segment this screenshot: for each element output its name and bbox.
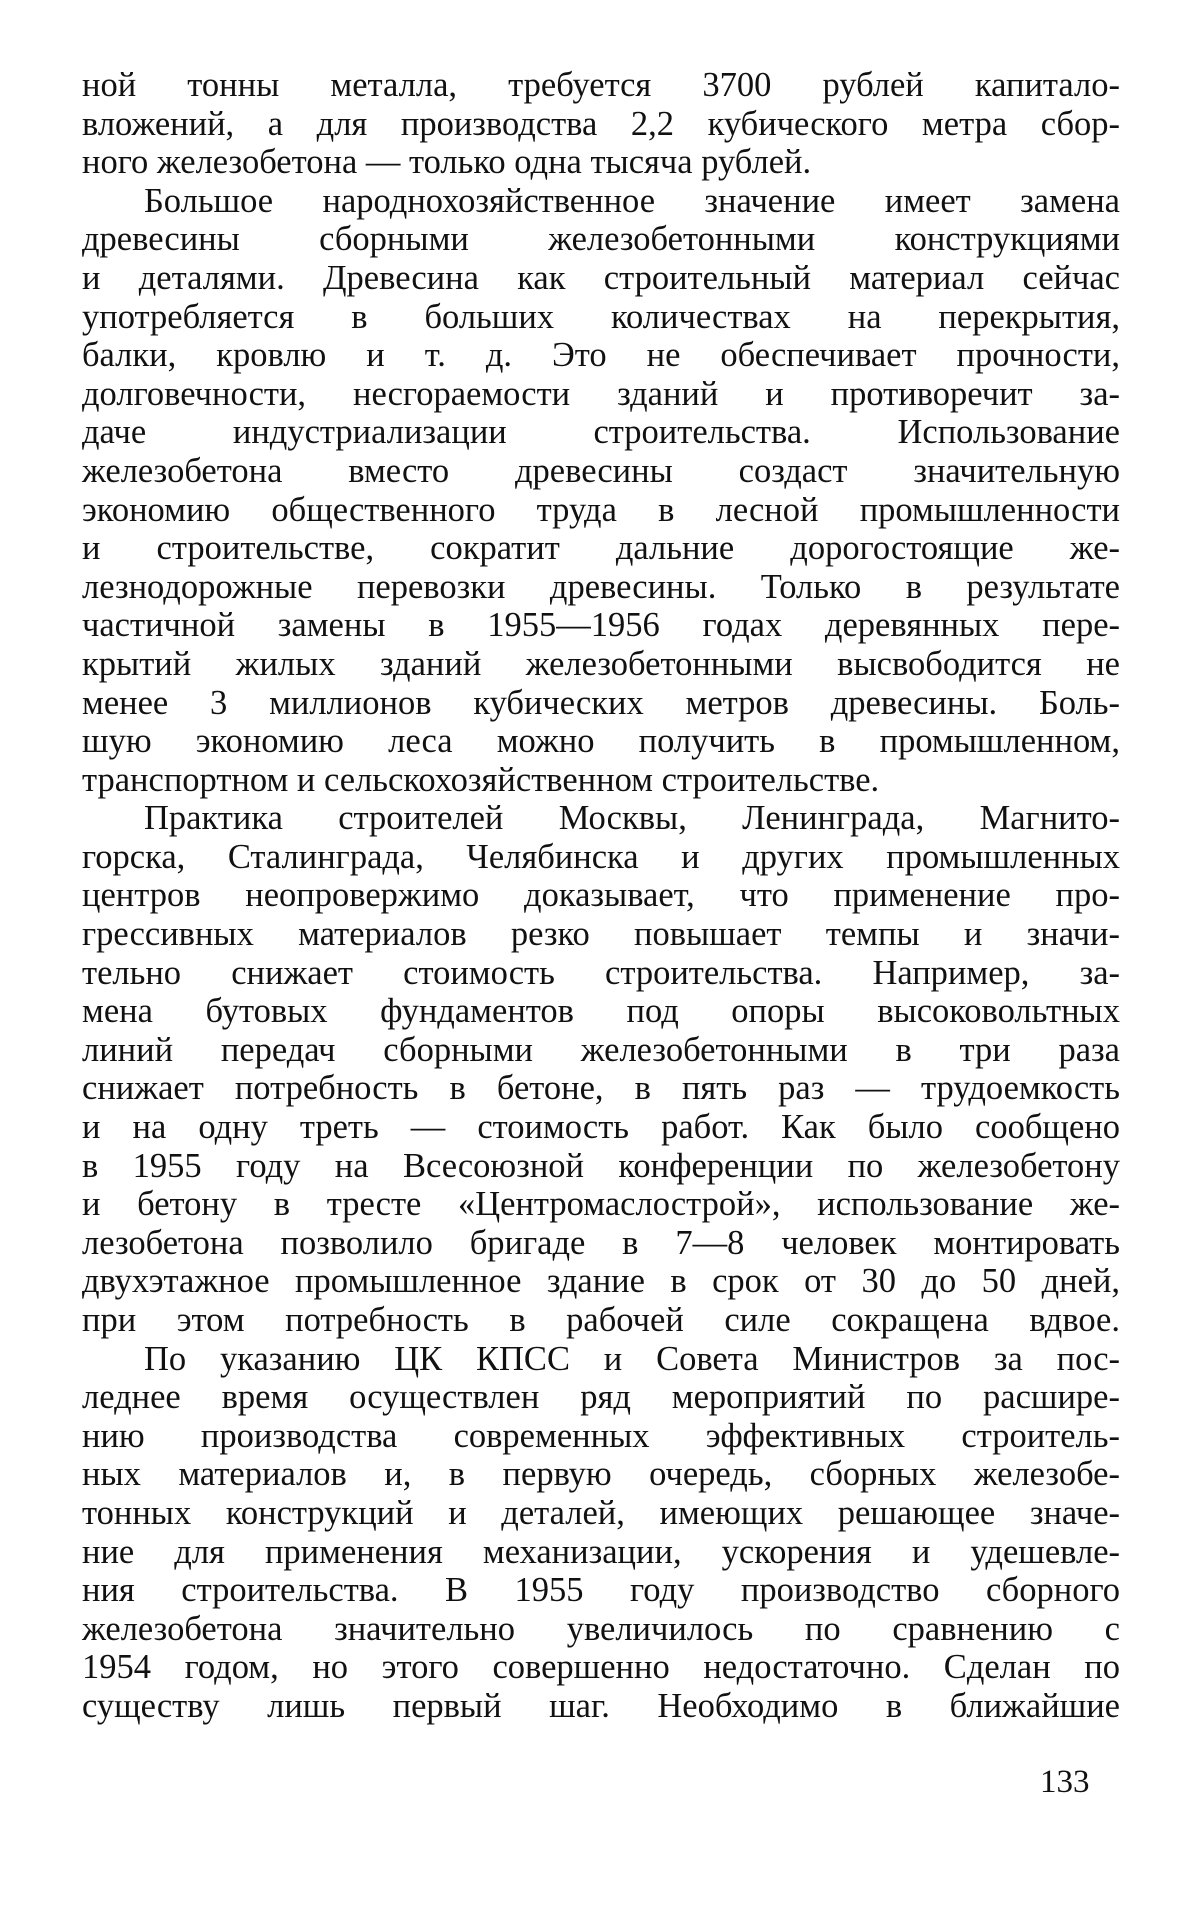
text-line: экономию общественного труда в лесной промышленности: [82, 490, 1120, 529]
text-line: двухэтажное промышленное здание в срок от 30 до 50 дней,: [82, 1262, 1120, 1301]
paragraph-4: [82, 1340, 1120, 1726]
text-line: крытий жилых зданий железобетонными высвободится не: [82, 644, 1120, 683]
text-line: существу лишь первый шаг. Необходимо в ближайшие: [82, 1686, 1120, 1725]
text-line: железобетона вместо древесины создаст значительную: [82, 451, 1120, 490]
text-line: частичной замены в 1955—1956 годах деревянных пере-: [82, 606, 1120, 645]
text-line: мена бутовых фундаментов под опоры высоковольтных: [82, 992, 1120, 1031]
text-line: ных материалов и, в первую очередь, сборных железобе-: [82, 1455, 1120, 1494]
text-line: грессивных материалов резко повышает темпы и значи-: [82, 915, 1120, 954]
text-line: 1954 годом, но этого совершенно недостаточно. Сделан по: [82, 1648, 1120, 1687]
text-line: вложений, а для производства 2,2 кубического метра сбор-: [82, 104, 1120, 143]
text-line: Практика строителей Москвы, Ленинграда, Магнито-: [144, 799, 1120, 838]
paragraph-3: [82, 799, 1120, 1339]
paragraph-2: [82, 182, 1120, 800]
text-line: ния строительства. В 1955 году производство сборного: [82, 1571, 1120, 1610]
text-line: древесины сборными железобетонными конструкциями: [82, 220, 1120, 259]
text-line: центров неопровержимо доказывает, что применение про-: [82, 876, 1120, 915]
text-line: железобетона значительно увеличилось по сравнению с: [82, 1609, 1120, 1648]
text-line: и строительстве, сократит дальние дорогостоящие же-: [82, 529, 1120, 568]
text-line: Большое народнохозяйственное значение имеет замена: [144, 181, 1120, 220]
text-line: в 1955 году на Всесоюзной конференции по железобетону: [82, 1146, 1120, 1185]
paragraph-1: [82, 66, 1120, 182]
text-line: менее 3 миллионов кубических метров древесины. Боль-: [82, 683, 1120, 722]
text-line: снижает потребность в бетоне, в пять раз — трудоемкость: [82, 1069, 1120, 1108]
text-line: балки, кровлю и т. д. Это не обеспечивает прочности,: [82, 336, 1120, 375]
text-line: употребляется в больших количествах на перекрытия,: [82, 297, 1120, 336]
text-line: при этом потребность в рабочей силе сокращена вдвое.: [82, 1301, 1120, 1339]
text-line: и деталями. Древесина как строительный материал сейчас: [82, 258, 1120, 297]
page-number: 133: [1040, 1764, 1090, 1800]
text-line: леднее время осуществлен ряд мероприятий по расшире-: [82, 1378, 1120, 1417]
text-line: линий передач сборными железобетонными в три раза: [82, 1030, 1120, 1069]
text-line: лезобетона позволило бригаде в 7—8 человек монтировать: [82, 1223, 1120, 1262]
text-line: ние для применения механизации, ускорения и удешевле-: [82, 1532, 1120, 1571]
text-line: тонных конструкций и деталей, имеющих решающее значе-: [82, 1493, 1120, 1532]
page-body: [82, 66, 1120, 1726]
text-line: транспортном и сельскохозяйственном строительстве.: [82, 760, 880, 799]
text-line: даче индустриализации строительства. Использование: [82, 413, 1120, 452]
text-line: По указанию ЦК КПСС и Совета Министров за пос-: [144, 1339, 1120, 1378]
text-line: лезнодорожные перевозки древесины. Только в результате: [82, 567, 1120, 606]
text-line: и бетону в тресте «Центромаслострой», использование же-: [82, 1185, 1120, 1224]
text-line: ной тонны металла, требуется 3700 рублей капитало-: [82, 66, 1120, 104]
text-line: ного железобетона — только одна тысяча рублей.: [82, 143, 812, 182]
text-line: и на одну треть — стоимость работ. Как было сообщено: [82, 1108, 1120, 1147]
text-line: горска, Сталинграда, Челябинска и других промышленных: [82, 837, 1120, 876]
text-line: шую экономию леса можно получить в промышленном,: [82, 722, 1120, 761]
text-line: нию производства современных эффективных строитель-: [82, 1416, 1120, 1455]
text-line: тельно снижает стоимость строительства. Например, за-: [82, 953, 1120, 992]
text-line: долговечности, несгораемости зданий и противоречит за-: [82, 374, 1120, 413]
